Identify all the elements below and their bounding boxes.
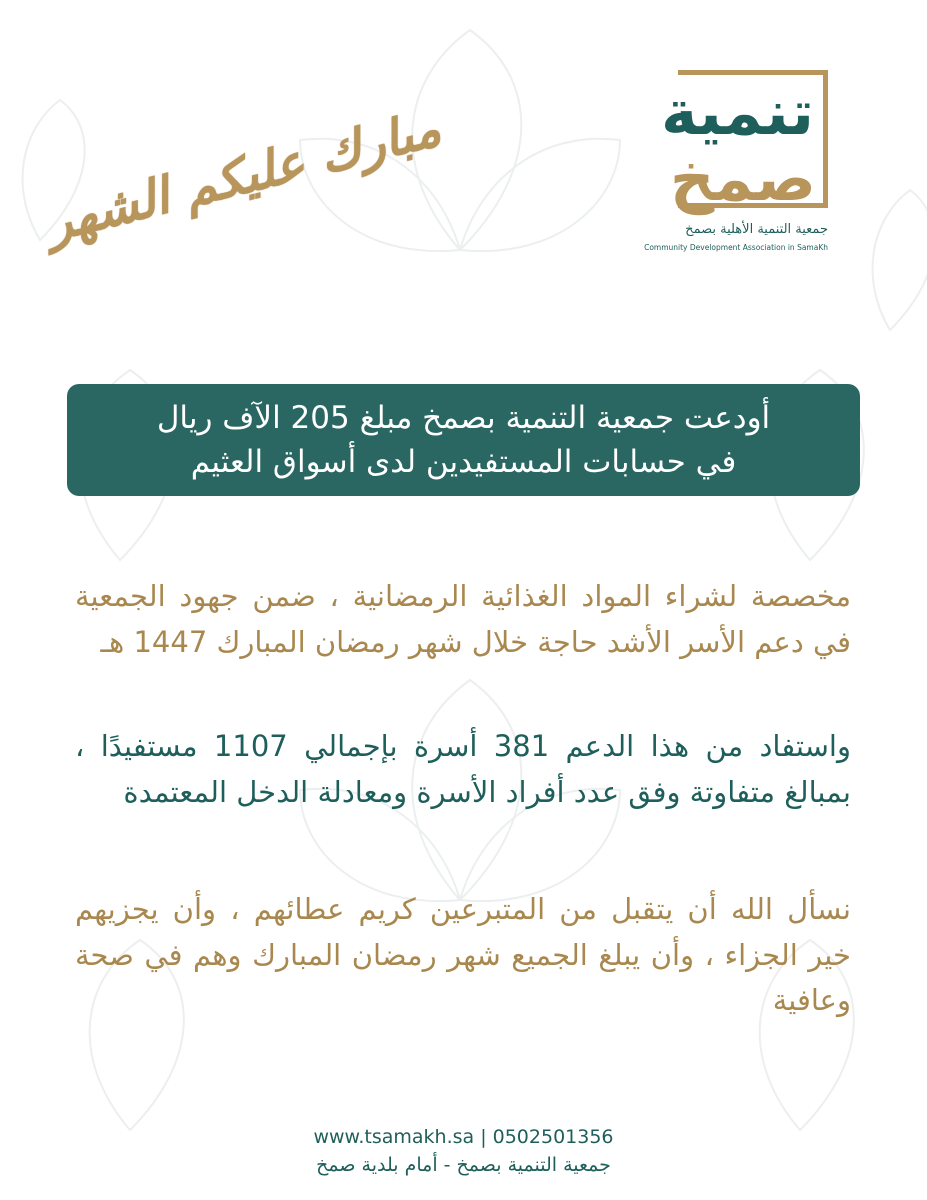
logo-caption-arabic: جمعية التنمية الأهلية بصمخ — [685, 222, 828, 237]
logo-word-samakh: صمخ — [669, 142, 816, 215]
footer-contact: www.tsamakh.sa | 0502501356 — [313, 1126, 614, 1148]
headline-line-1: أودعت جمعية التنمية بصمخ مبلغ 205 الآف ريال — [156, 400, 771, 436]
headline-line-2: في حسابات المستفيدين لدى أسواق العثيم — [190, 444, 737, 480]
footer — [0, 1124, 927, 1180]
headline-banner — [67, 384, 860, 496]
association-logo — [630, 62, 850, 262]
footer-address: جمعية التنمية بصمخ - أمام بلدية صمخ — [316, 1154, 611, 1176]
logo-caption-english: Community Development Association in SamaKh — [644, 243, 828, 252]
paragraph-purpose: مخصصة لشراء المواد الغذائية الرمضانية ، ضمن جهود الجمعية في دعم الأسر الأشد حاجة خلال شهر رمضان المبارك 1447 هـ — [75, 579, 851, 659]
ramadan-greeting-calligraphy — [39, 97, 447, 253]
greeting-text: مبارك عليكم الشهر — [39, 97, 447, 253]
paragraph-beneficiaries: واستفاد من هذا الدعم 381 أسرة بإجمالي 1107 مستفيدًا ، بمبالغ متفاوتة وفق عدد أفراد الأسرة ومعادلة الدخل المعتمدة — [75, 729, 851, 809]
paragraph-prayer: نسأل الله أن يتقبل من المتبرعين كريم عطائهم ، وأن يجزيهم خير الجزاء ، وأن يبلغ الجميع شهر رمضان المبارك وهم في صحة وعافية — [75, 892, 851, 1017]
logo-word-tanmiya: تنمية — [660, 76, 814, 149]
